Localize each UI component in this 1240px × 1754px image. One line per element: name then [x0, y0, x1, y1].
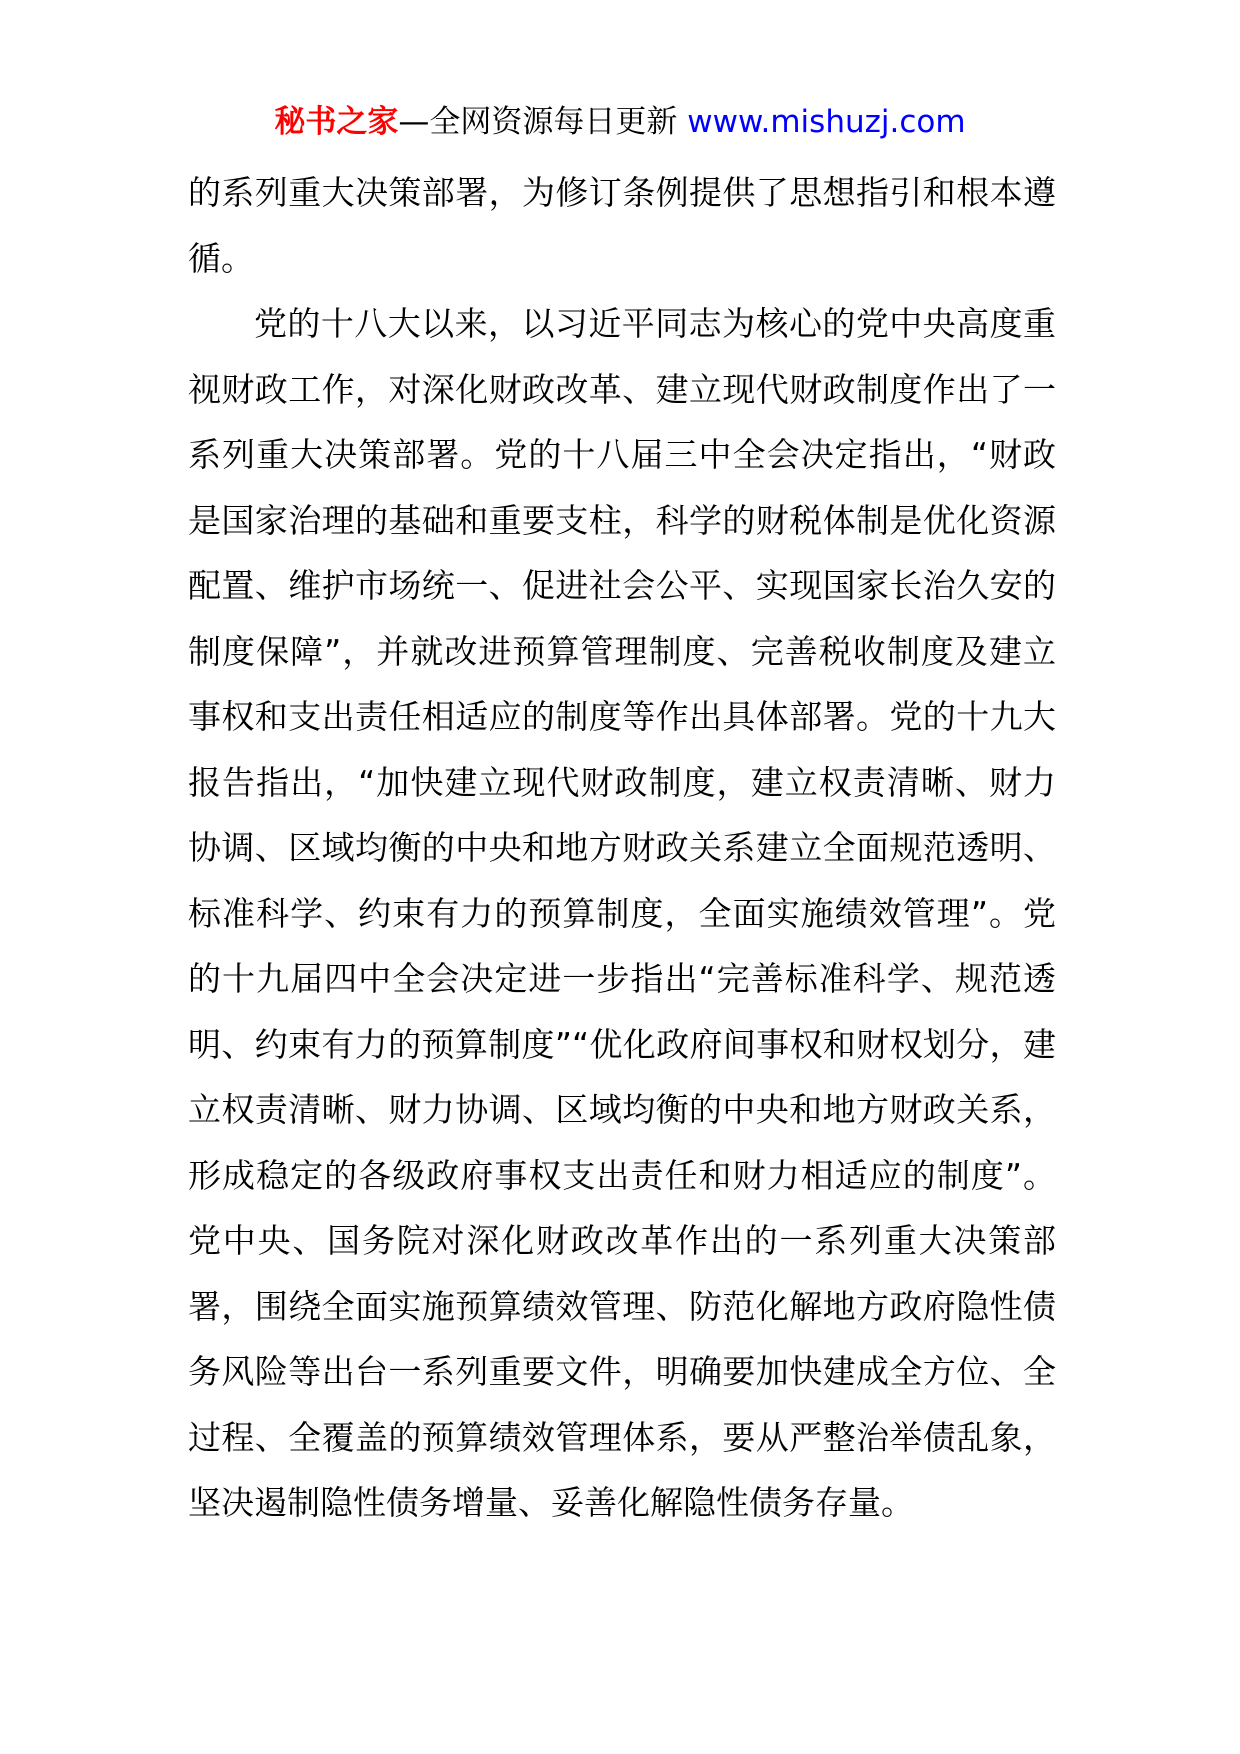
brand-name: 秘书之家: [274, 104, 399, 140]
document-body: [188, 160, 1056, 1536]
paragraph-main: 党的十八大以来，以习近平同志为核心的党中央高度重视财政工作，对深化财政改革、建立现代财政制度作出了一系列重大决策部署。党的十八届三中全会决定指出，“财政是国家治理的基础和重要支柱，科学的财税体制是优化资源配置、维护市场统一、促进社会公平、实现国家长治久安的制度保障”，并就改进预算管理制度、完善税收制度及建立事权和支出责任相适应的制度等作出具体部署。党的十九大报告指出，“加快建立现代财政制度，建立权责清晰、财力协调、区域均衡的中央和地方财政关系建立全面规范透明、标准科学、约束有力的预算制度，全面实施绩效管理”。党的十九届四中全会决定进一步指出“完善标准科学、规范透明、约束有力的预算制度”“优化政府间事权和财权划分，建立权责清晰、财力协调、区域均衡的中央和地方财政关系，形成稳定的各级政府事权支出责任和财力相适应的制度”。党中央、国务院对深化财政改革作出的一系列重大决策部署，围绕全面实施预算绩效管理、防范化解地方政府隐性债务风险等出台一系列重要文件，明确要加快建成全方位、全过程、全覆盖的预算绩效管理体系，要从严整治举债乱象，坚决遏制隐性债务增量、妥善化解隐性债务存量。: [188, 304, 1056, 1522]
site-url: www.mishuzj.com: [687, 104, 966, 140]
watermark-header: [0, 100, 1240, 144]
brand-tagline: —全网资源每日更新: [398, 104, 688, 140]
paragraph-continued: 的系列重大决策部署，为修订条例提供了思想指引和根本遵循。: [188, 173, 1056, 278]
